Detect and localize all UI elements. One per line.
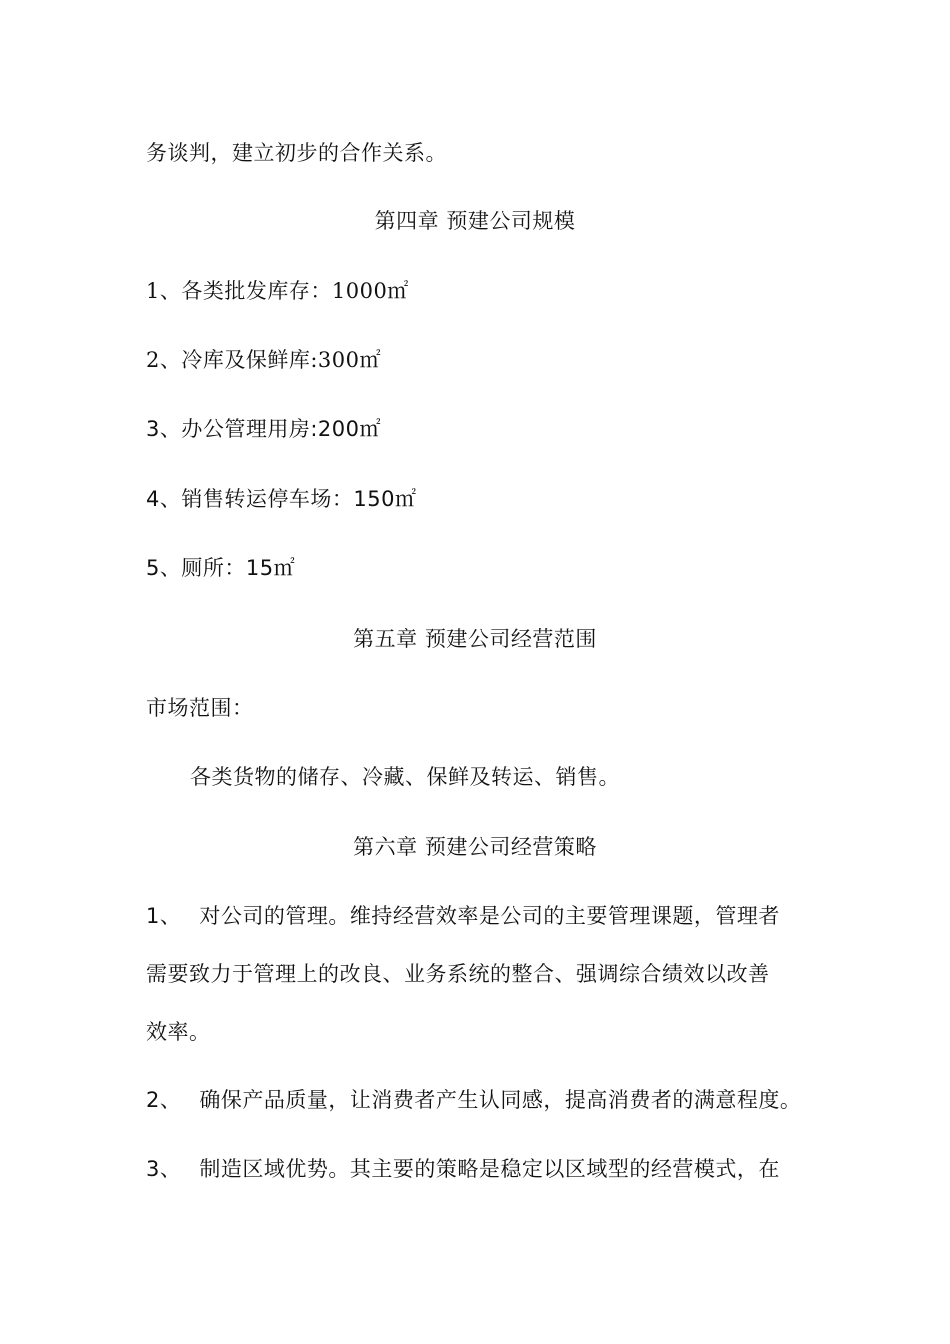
chapter6-item-1	[146, 901, 780, 931]
chapter4-item-3: 3、办公管理用房:200㎡	[146, 417, 382, 441]
chapter5-title: 第五章 预建公司经营范围	[353, 627, 597, 651]
chapter6-title: 第六章 预建公司经营策略	[353, 835, 597, 859]
chapter4-item-5: 5、厕所：15㎡	[146, 556, 296, 580]
market-text: 各类货物的储存、冷藏、保鲜及转运、销售。	[190, 765, 620, 789]
chapter6-item-2	[146, 1085, 801, 1115]
chapter4-item-1: 1、各类批发库存：1000㎡	[146, 279, 409, 303]
item-text: 确保产品质量，让消费者产生认同感，提高消费者的满意程度。	[199, 1088, 802, 1112]
item-number: 2、	[146, 1088, 182, 1112]
chapter6-item-1-line-3: 效率。	[146, 1020, 211, 1044]
chapter4-item-2: 2、冷库及保鲜库:300㎡	[146, 348, 382, 372]
item-number: 3、	[146, 1157, 182, 1181]
chapter4-title: 第四章 预建公司规模	[374, 209, 576, 233]
market-label: 市场范围：	[146, 696, 254, 720]
continuation-text: 务谈判，建立初步的合作关系。	[146, 141, 447, 165]
chapter6-item-3	[146, 1154, 780, 1184]
chapter4-item-4: 4、销售转运停车场：150㎡	[146, 487, 417, 511]
item-text: 对公司的管理。维持经营效率是公司的主要管理课题，管理者	[199, 904, 780, 928]
chapter6-item-1-line-2: 需要致力于管理上的改良、业务系统的整合、强调综合绩效以改善	[146, 962, 770, 986]
item-text: 制造区域优势。其主要的策略是稳定以区域型的经营模式，在	[199, 1157, 780, 1181]
item-number: 1、	[146, 904, 182, 928]
